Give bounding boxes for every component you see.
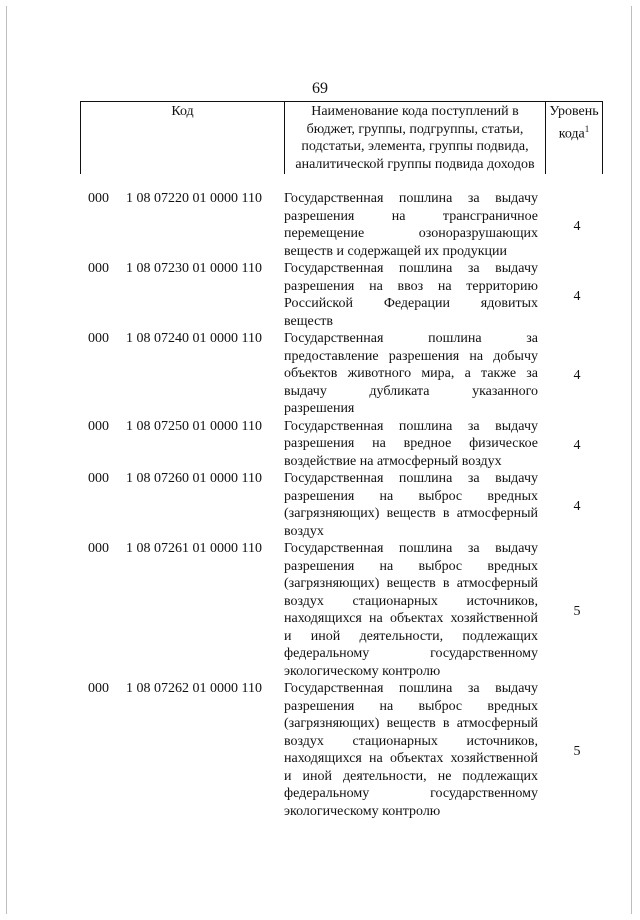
revenue-name-line: разрешения на выброс вредных bbox=[284, 488, 538, 504]
revenue-name-line: и иной деятельности, не подлежащих bbox=[284, 768, 538, 784]
revenue-name-line: разрешения на выброс вредных bbox=[284, 558, 538, 574]
revenue-name-line: (загрязняющих) веществ в атмосферный bbox=[284, 576, 538, 591]
revenue-name-line: находящихся на объектах хозяйственной bbox=[284, 751, 538, 766]
admin-code: 000 bbox=[88, 261, 109, 276]
revenue-code: 1 08 07220 01 0000 110 bbox=[126, 191, 262, 206]
revenue-name bbox=[284, 260, 538, 330]
revenue-name-line: и иной деятельности, подлежащих bbox=[284, 628, 538, 644]
admin-code: 000 bbox=[88, 191, 109, 206]
revenue-name-line: перемещение озоноразрушающих bbox=[284, 226, 538, 241]
revenue-name-line: предоставление разрешения на добычу bbox=[284, 348, 538, 364]
revenue-name-line: разрешения на выброс вредных bbox=[284, 698, 538, 714]
revenue-name-line: разрешения на вредное физическое bbox=[284, 436, 538, 451]
revenue-name-line: Государственная пошлина за выдачу bbox=[284, 261, 538, 276]
revenue-name-line: Государственная пошлина за выдачу bbox=[284, 681, 538, 696]
revenue-code: 1 08 07260 01 0000 110 bbox=[126, 471, 262, 486]
revenue-name-line: веществ и содержащей их продукции bbox=[284, 243, 508, 259]
revenue-name-line: разрешения bbox=[284, 401, 355, 416]
revenue-name-line: Государственная пошлина за выдачу bbox=[284, 541, 538, 556]
code-level: 5 bbox=[573, 744, 581, 760]
revenue-name-line: Государственная пошлина за bbox=[284, 331, 538, 346]
header-level-footnote: 1 bbox=[584, 123, 590, 134]
revenue-name-line: Государственная пошлина за выдачу bbox=[284, 471, 538, 486]
admin-code: 000 bbox=[88, 331, 109, 346]
revenue-name bbox=[284, 540, 538, 680]
revenue-name-line: Государственная пошлина за выдачу bbox=[284, 418, 538, 434]
revenue-name-line: выдачу дубликата указанного bbox=[284, 383, 538, 399]
revenue-name bbox=[284, 680, 538, 820]
revenue-name-line: веществ bbox=[284, 313, 334, 329]
revenue-name bbox=[284, 330, 538, 418]
admin-code: 000 bbox=[88, 681, 109, 696]
header-level-label: Уровень кода bbox=[549, 104, 599, 142]
page-number: 69 bbox=[312, 80, 328, 97]
code-level: 5 bbox=[573, 604, 581, 620]
revenue-name bbox=[284, 470, 538, 540]
code-level: 4 bbox=[573, 438, 581, 453]
admin-code: 000 bbox=[88, 471, 109, 486]
admin-code: 000 bbox=[88, 418, 109, 434]
revenue-code: 1 08 07262 01 0000 110 bbox=[126, 681, 262, 696]
revenue-name-line: экологическому контролю bbox=[284, 663, 441, 679]
revenue-name-line: воздух стационарных источников, bbox=[284, 733, 538, 749]
code-level: 4 bbox=[573, 499, 581, 515]
revenue-name-line: федеральному государственному bbox=[284, 786, 538, 801]
revenue-name-line: объектов животного мира, а также за bbox=[284, 366, 538, 381]
revenue-name-line: экологическому контролю bbox=[284, 803, 441, 819]
header-code: Код bbox=[81, 102, 285, 175]
revenue-name-line: (загрязняющих) веществ в атмосферный bbox=[284, 506, 538, 521]
revenue-name-line: воздух стационарных источников, bbox=[284, 593, 538, 609]
table-header bbox=[80, 101, 603, 174]
revenue-code: 1 08 07250 01 0000 110 bbox=[126, 418, 262, 434]
revenue-name-line: находящихся на объектах хозяйственной bbox=[284, 611, 538, 626]
revenue-name-line: разрешения на трансграничное bbox=[284, 208, 538, 224]
header-level bbox=[546, 102, 603, 175]
revenue-name-line: Российской Федерации ядовитых bbox=[284, 296, 538, 311]
revenue-name-line: (загрязняющих) веществ в атмосферный bbox=[284, 716, 538, 731]
revenue-code: 1 08 07261 01 0000 110 bbox=[126, 541, 262, 556]
admin-code: 000 bbox=[88, 541, 109, 556]
revenue-name-line: разрешения на ввоз на территорию bbox=[284, 278, 538, 294]
header-name: Наименование кода поступлений в бюджет, группы, подгруппы, статьи, подстатьи, элемента, группы подвида, аналитической группы подвида доходов bbox=[285, 102, 546, 175]
revenue-name-line: воздух bbox=[284, 523, 324, 539]
revenue-name bbox=[284, 190, 538, 260]
revenue-code: 1 08 07230 01 0000 110 bbox=[126, 261, 262, 276]
revenue-name-line: Государственная пошлина за выдачу bbox=[284, 191, 538, 206]
code-level: 4 bbox=[573, 289, 581, 305]
code-level: 4 bbox=[573, 219, 581, 235]
revenue-name bbox=[284, 418, 538, 471]
revenue-code: 1 08 07240 01 0000 110 bbox=[126, 331, 262, 346]
code-level: 4 bbox=[573, 368, 581, 383]
revenue-name-line: федеральному государственному bbox=[284, 646, 538, 661]
revenue-name-line: воздействие на атмосферный воздух bbox=[284, 453, 502, 469]
